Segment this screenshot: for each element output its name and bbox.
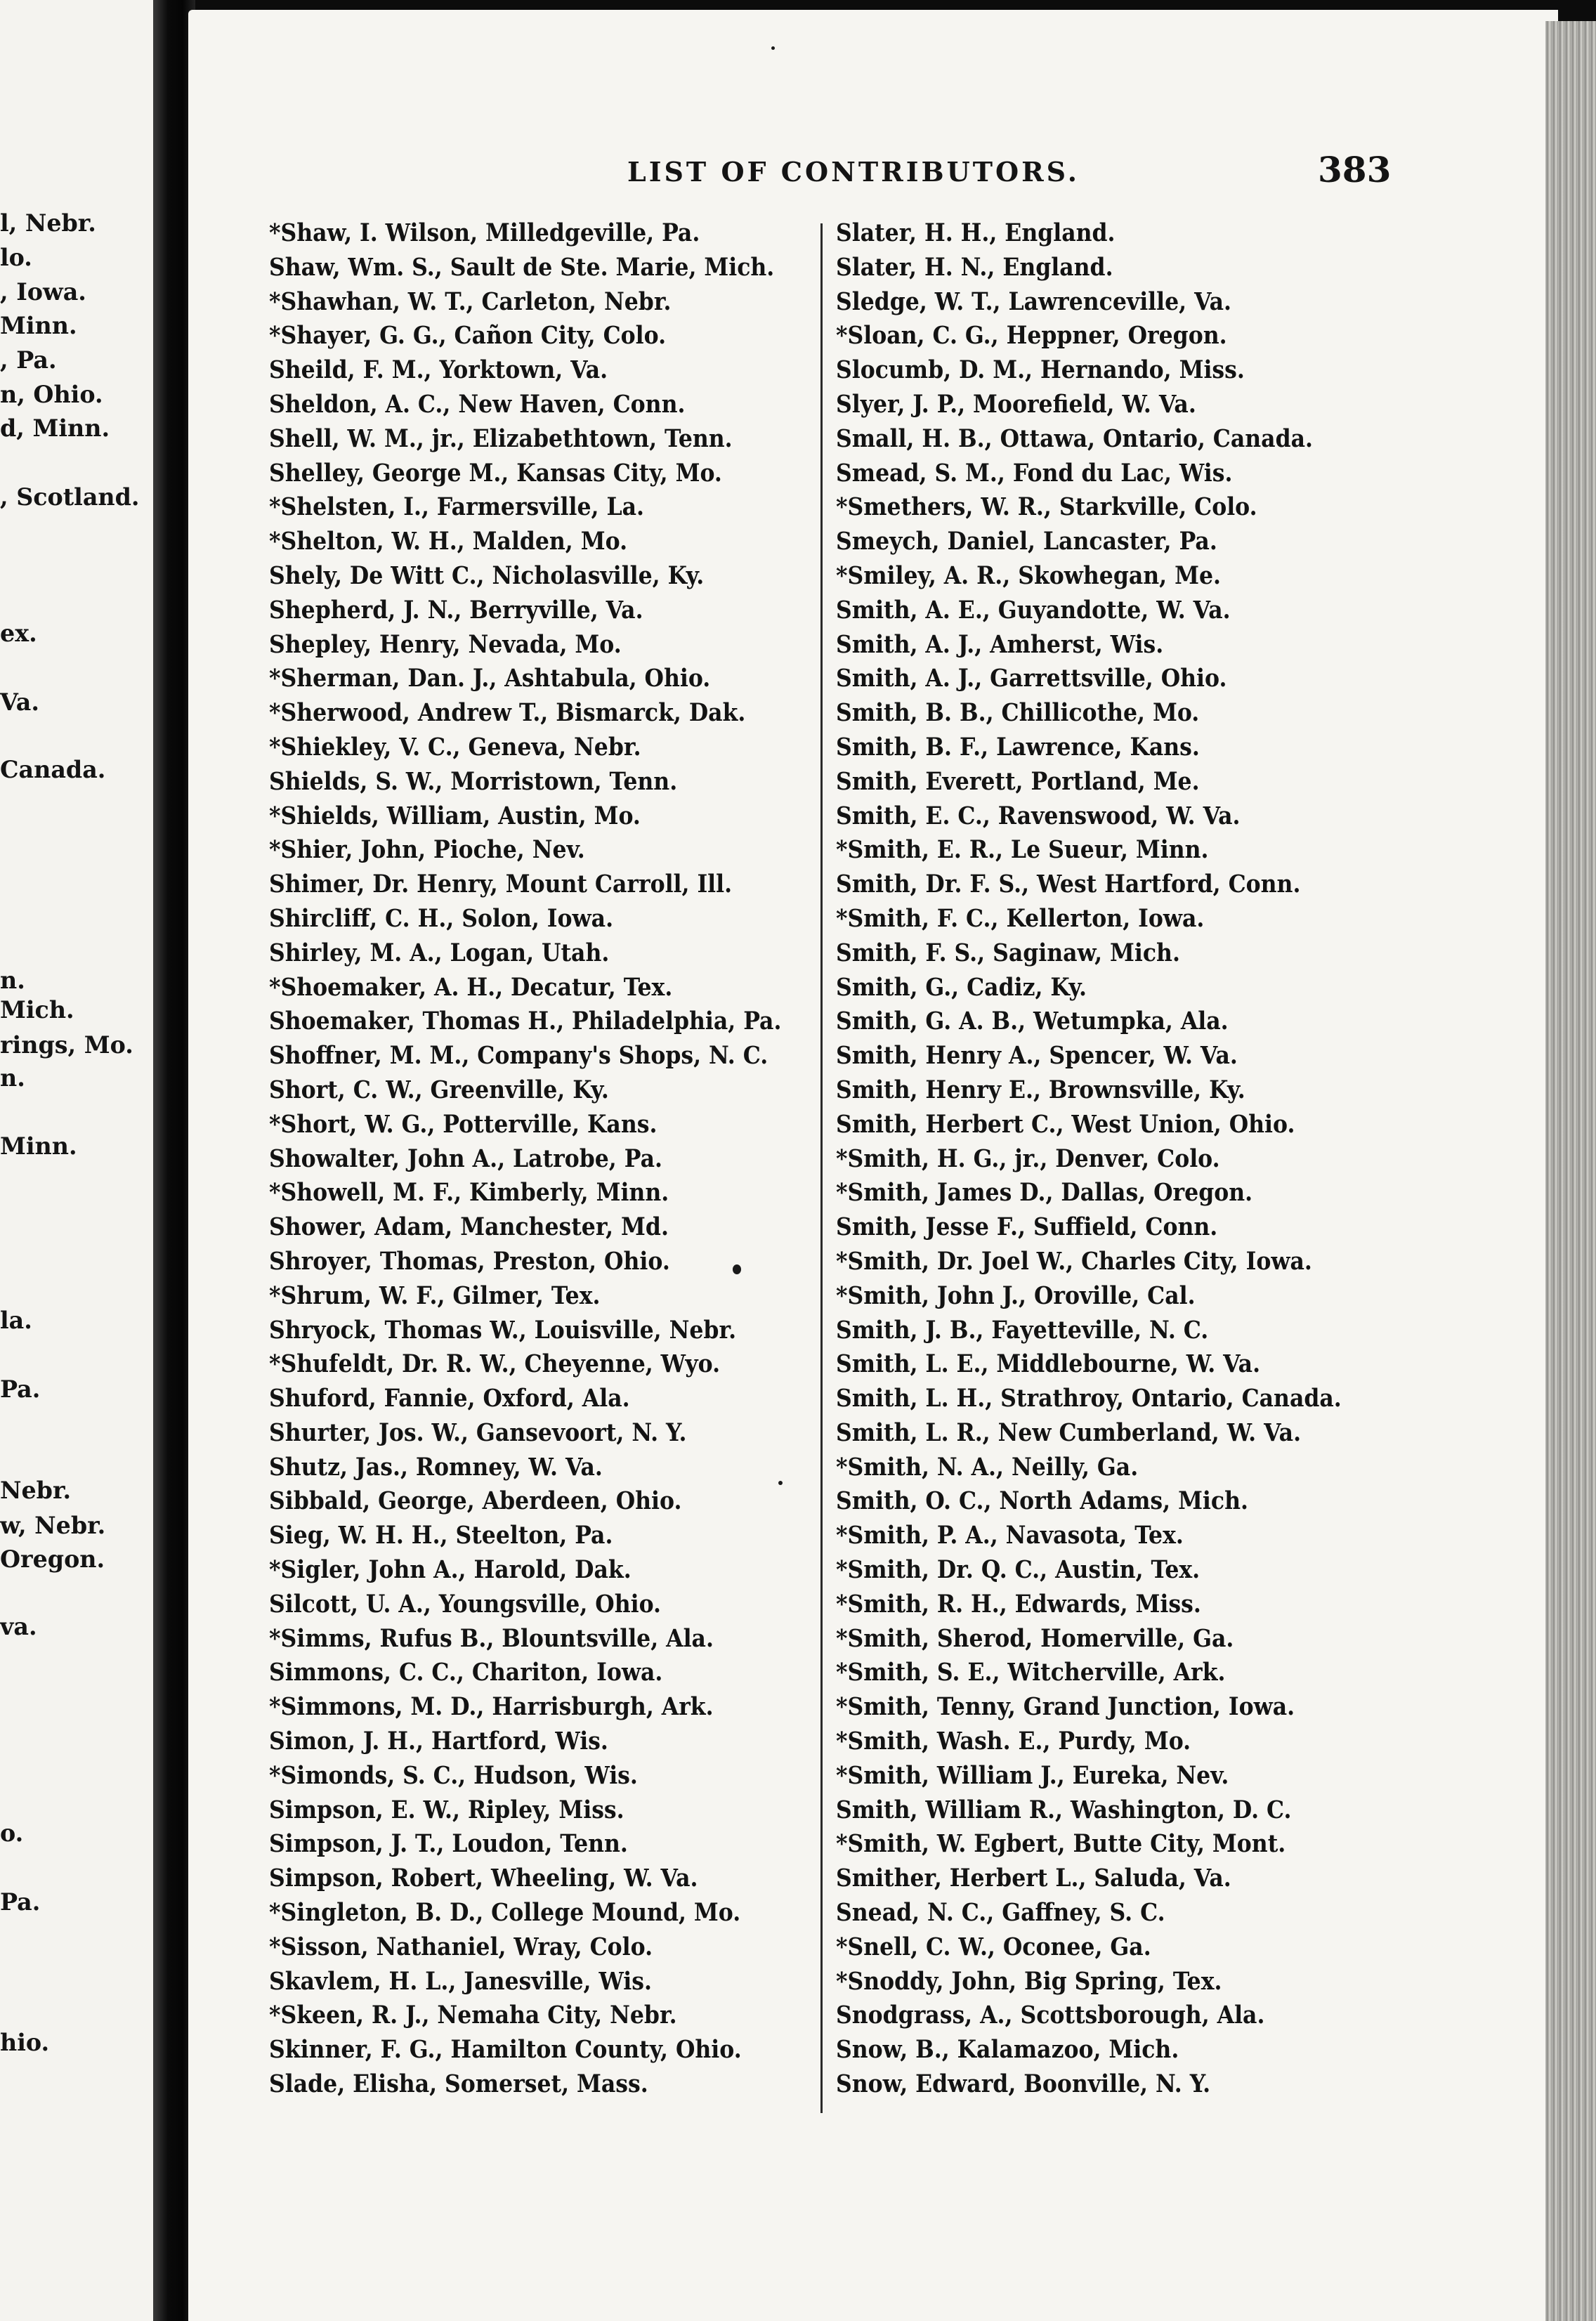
- contributor-entry: Slater, H. H., England.: [836, 218, 1116, 247]
- contributor-entry: Shell, W. M., jr., Elizabethtown, Tenn.: [269, 424, 733, 453]
- contributor-entry: Shuford, Fannie, Oxford, Ala.: [269, 1384, 630, 1413]
- contributor-entry: Small, H. B., Ottawa, Ontario, Canada.: [836, 424, 1313, 453]
- previous-page-edge: [0, 0, 160, 2321]
- page-number: 383: [1318, 149, 1392, 190]
- contributor-entry: Snow, B., Kalamazoo, Mich.: [836, 2035, 1179, 2065]
- contributor-entry: *Shrum, W. F., Gilmer, Tex.: [269, 1281, 601, 1310]
- contributor-entry: *Smith, John J., Oroville, Cal.: [836, 1281, 1196, 1310]
- contributor-entry: Shepherd, J. N., Berryville, Va.: [269, 595, 643, 625]
- contributor-entry: Smith, B. B., Chillicothe, Mo.: [836, 698, 1200, 728]
- contributor-entry: *Simms, Rufus B., Blountsville, Ala.: [269, 1623, 714, 1653]
- previous-page-fragment: Pa.: [0, 1375, 41, 1404]
- contributor-entry: Smith, E. C., Ravenswood, W. Va.: [836, 801, 1241, 830]
- contributor-entry: Smith, Henry A., Spencer, W. Va.: [836, 1041, 1238, 1071]
- contributor-entry: *Smith, F. C., Kellerton, Iowa.: [836, 903, 1205, 933]
- contributor-entry: Shircliff, C. H., Solon, Iowa.: [269, 903, 614, 933]
- previous-page-fragment: ex.: [0, 620, 37, 648]
- contributor-entry: Shaw, Wm. S., Sault de Ste. Marie, Mich.: [269, 252, 775, 282]
- previous-page-fragment: n.: [0, 967, 25, 995]
- contributor-entry: Smith, L. H., Strathroy, Ontario, Canada.: [836, 1384, 1342, 1413]
- contributor-entry: *Sherman, Dan. J., Ashtabula, Ohio.: [269, 664, 711, 693]
- contributor-entry: Shields, S. W., Morristown, Tenn.: [269, 766, 678, 796]
- contributor-entry: *Smith, E. R., Le Sueur, Minn.: [836, 835, 1209, 865]
- contributor-entry: *Smith, N. A., Neilly, Ga.: [836, 1452, 1139, 1482]
- contributor-entry: *Simmons, M. D., Harrisburgh, Ark.: [269, 1692, 714, 1722]
- contributor-entry: Smith, B. F., Lawrence, Kans.: [836, 732, 1200, 761]
- contributor-entry: Simpson, Robert, Wheeling, W. Va.: [269, 1864, 698, 1893]
- contributor-entry: Shoemaker, Thomas H., Philadelphia, Pa.: [269, 1007, 782, 1036]
- contributor-entry: Simon, J. H., Hartford, Wis.: [269, 1727, 608, 1756]
- contributor-entry: *Smith, William J., Eureka, Nev.: [836, 1760, 1229, 1790]
- contributor-entry: Slocumb, D. M., Hernando, Miss.: [836, 355, 1245, 385]
- contributor-entry: Slater, H. N., England.: [836, 252, 1113, 282]
- contributor-entry: Simpson, J. T., Loudon, Tenn.: [269, 1829, 628, 1859]
- contributor-entry: *Snell, C. W., Oconee, Ga.: [836, 1932, 1151, 1961]
- contributor-entry: Smith, A. E., Guyandotte, W. Va.: [836, 595, 1231, 625]
- previous-page-fragment: Mich.: [0, 996, 74, 1024]
- contributor-entry: Shroyer, Thomas, Preston, Ohio.: [269, 1246, 670, 1276]
- contributor-entry: Sledge, W. T., Lawrenceville, Va.: [836, 287, 1232, 316]
- contributor-entry: Short, C. W., Greenville, Ky.: [269, 1075, 609, 1104]
- previous-page-fragment: Nebr.: [0, 1477, 72, 1505]
- contributor-entry: Snead, N. C., Gaffney, S. C.: [836, 1898, 1165, 1928]
- previous-page-fragment: Pa.: [0, 1888, 41, 1916]
- contributor-entry: *Smith, R. H., Edwards, Miss.: [836, 1589, 1201, 1619]
- previous-page-fragment: o.: [0, 1819, 24, 1848]
- previous-page-fragment: lo.: [0, 244, 32, 272]
- contributors-column-right: [836, 216, 1398, 2102]
- previous-page-fragment: Va.: [0, 688, 39, 717]
- contributor-entry: *Showell, M. F., Kimberly, Minn.: [269, 1178, 669, 1208]
- contributor-entry: Smith, L. R., New Cumberland, W. Va.: [836, 1418, 1302, 1447]
- contributor-entry: Smith, Herbert C., West Union, Ohio.: [836, 1109, 1295, 1139]
- contributor-entry: *Smiley, A. R., Skowhegan, Me.: [836, 561, 1222, 590]
- previous-page-fragment: l, Nebr.: [0, 209, 96, 237]
- contributor-entry: Sieg, W. H. H., Steelton, Pa.: [269, 1521, 613, 1550]
- contributor-entry: *Smith, Wash. E., Purdy, Mo.: [836, 1727, 1191, 1756]
- contributor-entry: *Sigler, John A., Harold, Dak.: [269, 1555, 632, 1585]
- contributor-entry: *Shaw, I. Wilson, Milledgeville, Pa.: [269, 218, 700, 247]
- previous-page-fragment: d, Minn.: [0, 414, 110, 443]
- contributor-entry: *Shoemaker, A. H., Decatur, Tex.: [269, 972, 673, 1002]
- contributor-entry: *Smith, Sherod, Homerville, Ga.: [836, 1623, 1234, 1653]
- previous-page-fragment: va.: [0, 1613, 37, 1641]
- contributor-entry: Snodgrass, A., Scottsborough, Ala.: [836, 2001, 1265, 2030]
- contributor-entry: Shirley, M. A., Logan, Utah.: [269, 938, 610, 967]
- contributor-entry: *Smith, S. E., Witcherville, Ark.: [836, 1658, 1226, 1687]
- page-block-edge: [1545, 21, 1596, 2321]
- contributors-column-left: [269, 216, 824, 2102]
- contributor-entry: *Sisson, Nathaniel, Wray, Colo.: [269, 1932, 653, 1961]
- contributor-entry: Smith, O. C., North Adams, Mich.: [836, 1486, 1248, 1516]
- contributor-entry: *Shields, William, Austin, Mo.: [269, 801, 641, 830]
- previous-page-fragment: Canada.: [0, 756, 106, 784]
- contributor-entry: Smith, G. A. B., Wetumpka, Ala.: [836, 1007, 1229, 1036]
- previous-page-fragment: Minn.: [0, 1132, 77, 1160]
- previous-page-fragment: , Iowa.: [0, 278, 86, 306]
- contributor-entry: *Sloan, C. G., Heppner, Oregon.: [836, 321, 1227, 351]
- contributor-entry: *Shelton, W. H., Malden, Mo.: [269, 527, 628, 556]
- contributor-entry: *Snoddy, John, Big Spring, Tex.: [836, 1966, 1222, 1996]
- contributor-entry: *Short, W. G., Potterville, Kans.: [269, 1109, 658, 1139]
- contributor-entry: Showalter, John A., Latrobe, Pa.: [269, 1144, 662, 1173]
- previous-page-fragment: w, Nebr.: [0, 1512, 106, 1540]
- contributor-entry: Smith, A. J., Garrettsville, Ohio.: [836, 664, 1227, 693]
- contributor-entry: Smead, S. M., Fond du Lac, Wis.: [836, 458, 1233, 488]
- contributor-entry: Shoffner, M. M., Company's Shops, N. C.: [269, 1041, 768, 1071]
- contributor-entry: Smith, J. B., Fayetteville, N. C.: [836, 1315, 1209, 1345]
- contributor-entry: Shutz, Jas., Romney, W. Va.: [269, 1452, 603, 1482]
- contributor-entry: *Smith, H. G., jr., Denver, Colo.: [836, 1144, 1220, 1173]
- contributor-entry: *Skeen, R. J., Nemaha City, Nebr.: [269, 2001, 677, 2030]
- contributor-entry: Slyer, J. P., Moorefield, W. Va.: [836, 389, 1196, 419]
- previous-page-fragment: , Scotland.: [0, 483, 140, 511]
- ink-speck: [733, 1264, 741, 1274]
- contributor-entry: Shryock, Thomas W., Louisville, Nebr.: [269, 1315, 737, 1345]
- contributor-entry: Smith, Dr. F. S., West Hartford, Conn.: [836, 870, 1301, 899]
- contributor-entry: Smither, Herbert L., Saluda, Va.: [836, 1864, 1231, 1893]
- contributor-entry: Shower, Adam, Manchester, Md.: [269, 1212, 669, 1242]
- contributor-entry: *Smith, P. A., Navasota, Tex.: [836, 1521, 1184, 1550]
- contributor-entry: Smith, F. S., Saginaw, Mich.: [836, 938, 1180, 967]
- contributor-entry: *Smith, Tenny, Grand Junction, Iowa.: [836, 1692, 1295, 1722]
- contributor-entry: Skavlem, H. L., Janesville, Wis.: [269, 1966, 652, 1996]
- previous-page-fragment: n, Ohio.: [0, 381, 103, 409]
- contributor-entry: Smith, Jesse F., Suffield, Conn.: [836, 1212, 1218, 1242]
- contributor-entry: *Simonds, S. C., Hudson, Wis.: [269, 1760, 638, 1790]
- contributor-entry: *Smith, Dr. Joel W., Charles City, Iowa.: [836, 1246, 1312, 1276]
- contributor-entry: Smith, A. J., Amherst, Wis.: [836, 629, 1164, 659]
- contributor-entry: Shelley, George M., Kansas City, Mo.: [269, 458, 722, 488]
- contributor-entry: Simpson, E. W., Ripley, Miss.: [269, 1795, 624, 1824]
- contributor-entry: Sheild, F. M., Yorktown, Va.: [269, 355, 608, 385]
- contributor-entry: Smith, L. E., Middlebourne, W. Va.: [836, 1349, 1261, 1379]
- contributor-entry: Slade, Elisha, Somerset, Mass.: [269, 2070, 648, 2099]
- contributor-entry: *Shufeldt, Dr. R. W., Cheyenne, Wyo.: [269, 1349, 721, 1379]
- contributor-entry: Smith, G., Cadiz, Ky.: [836, 972, 1087, 1002]
- previous-page-fragment: n.: [0, 1064, 25, 1092]
- contributor-entry: *Singleton, B. D., College Mound, Mo.: [269, 1898, 741, 1928]
- previous-page-fragment: Minn.: [0, 312, 77, 340]
- contributor-entry: Simmons, C. C., Chariton, Iowa.: [269, 1658, 663, 1687]
- running-header-title: LIST OF CONTRIBUTORS.: [627, 156, 1080, 188]
- contributor-entry: *Shier, John, Pioche, Nev.: [269, 835, 585, 865]
- contributor-entry: *Smith, W. Egbert, Butte City, Mont.: [836, 1829, 1286, 1859]
- contributor-entry: Smith, Henry E., Brownsville, Ky.: [836, 1075, 1245, 1104]
- contributor-entry: Shimer, Dr. Henry, Mount Carroll, Ill.: [269, 870, 733, 899]
- contributor-entry: *Shawhan, W. T., Carleton, Nebr.: [269, 287, 672, 316]
- contributor-entry: Skinner, F. G., Hamilton County, Ohio.: [269, 2035, 742, 2065]
- contributor-entry: Smeych, Daniel, Lancaster, Pa.: [836, 527, 1217, 556]
- contributor-entry: Smith, William R., Washington, D. C.: [836, 1795, 1292, 1824]
- contributor-entry: *Shelsten, I., Farmersville, La.: [269, 492, 644, 522]
- contributor-entry: *Smith, James D., Dallas, Oregon.: [836, 1178, 1253, 1208]
- contributor-entry: Sheldon, A. C., New Haven, Conn.: [269, 389, 686, 419]
- previous-page-fragment: , Pa.: [0, 346, 57, 374]
- ink-speck: [778, 1481, 783, 1485]
- contributor-entry: *Shiekley, V. C., Geneva, Nebr.: [269, 732, 641, 761]
- contributor-entry: *Smethers, W. R., Starkville, Colo.: [836, 492, 1257, 522]
- contributor-entry: Shely, De Witt C., Nicholasville, Ky.: [269, 561, 705, 590]
- previous-page-fragment: Oregon.: [0, 1545, 105, 1574]
- contributor-entry: Shurter, Jos. W., Gansevoort, N. Y.: [269, 1418, 687, 1447]
- previous-page-fragment: hio.: [0, 2029, 50, 2057]
- contributor-entry: *Shayer, G. G., Cañon City, Colo.: [269, 321, 667, 351]
- contributor-entry: Silcott, U. A., Youngsville, Ohio.: [269, 1589, 661, 1619]
- previous-page-fragment: la.: [0, 1307, 32, 1335]
- contributor-entry: *Smith, Dr. Q. C., Austin, Tex.: [836, 1555, 1201, 1585]
- contributor-entry: Sibbald, George, Aberdeen, Ohio.: [269, 1486, 682, 1516]
- ink-speck: [771, 46, 775, 50]
- contributor-entry: Shepley, Henry, Nevada, Mo.: [269, 629, 622, 659]
- contributor-entry: *Sherwood, Andrew T., Bismarck, Dak.: [269, 698, 746, 728]
- contributor-entry: Snow, Edward, Boonville, N. Y.: [836, 2070, 1211, 2099]
- contributor-entry: Smith, Everett, Portland, Me.: [836, 766, 1200, 796]
- previous-page-fragment: rings, Mo.: [0, 1031, 133, 1059]
